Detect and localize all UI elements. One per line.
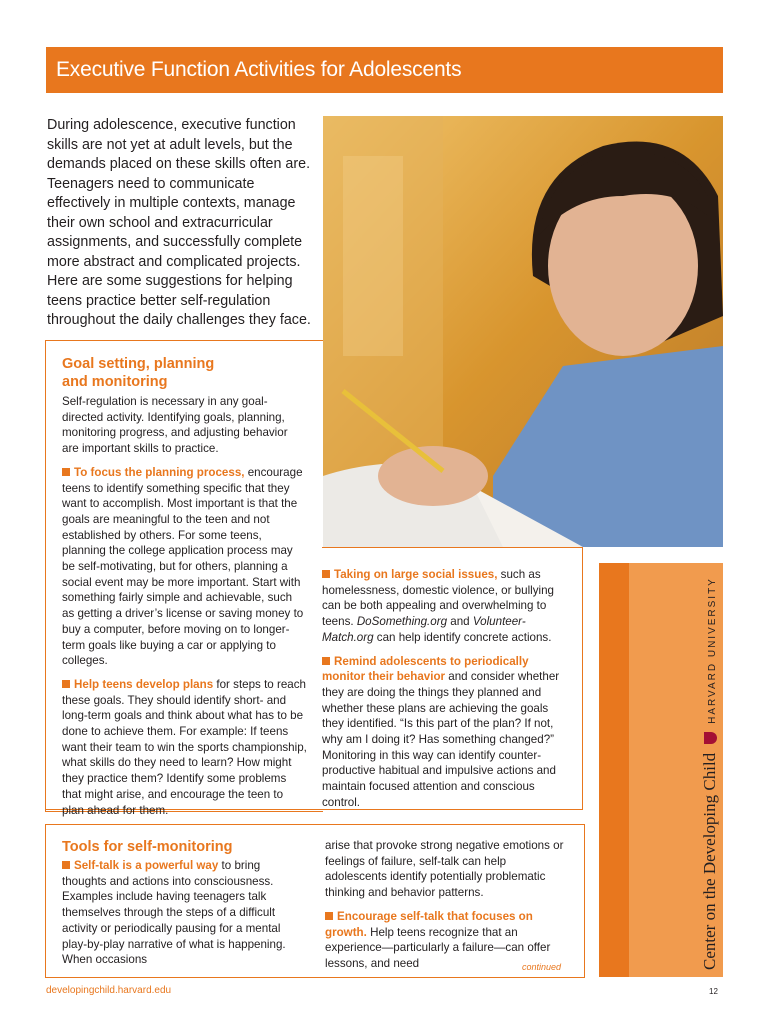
sidebar-logo xyxy=(700,577,720,970)
continued-label: continued xyxy=(522,962,562,972)
university-name: HARVARD UNIVERSITY xyxy=(707,577,718,724)
goal-box-border xyxy=(322,547,583,548)
title-bar xyxy=(46,47,723,93)
goal-item: Remind adolescents to periodically monitor their behavior and consider whether they are doing the things they planned and whether these plans are achieving the goals they identified. “Is this part of the plan? If not, why am I doing it? Has something changed?” Monitoring in this way can identify counter-productive habitual and impulsive actions and maintain focused attention and conscious control. xyxy=(322,654,560,809)
page-title: Executive Function Activities for Adolescents xyxy=(56,58,462,81)
tools-section-heading: Tools for self-monitoring xyxy=(62,839,233,855)
footer-url[interactable]: developingchild.harvard.edu xyxy=(46,985,172,996)
tools-right-text: arise that provoke strong negative emotions or feelings of failure, self-talk can help adolescents identify potentially problematic thinking and behavior patterns. xyxy=(325,839,564,900)
tools-section-right xyxy=(325,838,570,980)
volunteermatch-link[interactable]: Volunteer-Match.org xyxy=(322,615,526,644)
page-number: 12 xyxy=(709,987,718,996)
goal-section-left xyxy=(62,355,307,826)
goal-section-right xyxy=(322,567,568,819)
photo-illustration xyxy=(323,116,723,547)
harvard-shield-icon xyxy=(704,732,717,744)
goal-item: Taking on large social issues, such as homelessness, domestic violence, or bullying can be both appealing and overwhelming to teens. DoSomething.org and Volunteer-Match.org can help identify concrete actions. xyxy=(322,568,554,644)
goal-heading-line2: and monitoring xyxy=(62,374,168,390)
goal-item: To focus the planning process, encourage teens to identify something specific that they want to accomplish. Most important is that the goals are meaningful to the teen and not established by others. For some teens, planning the college application process may be self-motivating, but for others, planning a social event may be more important. Start with something fairly simple and achievable, such as getting a driver’s license or saving money to buy a computer, before moving on to longer-term goals like buying a car or applying to colleges. xyxy=(62,465,304,668)
center-name: Center on the Developing Child xyxy=(700,752,719,970)
student-photo xyxy=(323,116,723,547)
intro-paragraph: During adolescence, executive function skills are not yet at adult levels, but the demands placed on these skills often are. Teenagers need to communicate effectively in multiple contexts, manage their own school and extracurricular assignments, and successfully complete more abstract and complicated projects. Here are some suggestions for helping teens practice better self-regulation throughout the daily challenges they face. xyxy=(47,117,311,328)
tools-item: Self-talk is a powerful way to bring thoughts and actions into consciousness. Examples include having teenagers talk themselves through the steps of a difficult activity or periodically pausing for a mental play-by-play narrative of what is happening. When occasions xyxy=(62,859,286,967)
goal-intro: Self-regulation is necessary in any goal-directed activity. Identifying goals, planning, monitoring progress, and adjusting behavior are important skills to practice. xyxy=(62,395,288,456)
goal-box-border xyxy=(582,547,583,810)
tools-section-left xyxy=(62,838,302,976)
goal-section-heading xyxy=(62,355,307,391)
dosomething-link[interactable]: DoSomething.org xyxy=(356,615,448,629)
tools-item: Encourage self-talk that focuses on growth. Help teens recognize that an experience—particularly a failure—can offer lessons, and need xyxy=(325,909,551,970)
tools-left-body xyxy=(62,858,302,968)
goal-section-body xyxy=(62,394,307,818)
goal-item: Help teens develop plans for steps to reach these goals. They should identify short- and long-term goals and think about what has to be done to achieve them. For example: If teens want their team to win the sports championship, what skills do they need to learn? How might they practice them? Identify some problems that might arise, and encourage the teen to plan ahead for them. xyxy=(62,677,307,817)
goal-heading-line1: Goal setting, planning xyxy=(62,356,215,372)
